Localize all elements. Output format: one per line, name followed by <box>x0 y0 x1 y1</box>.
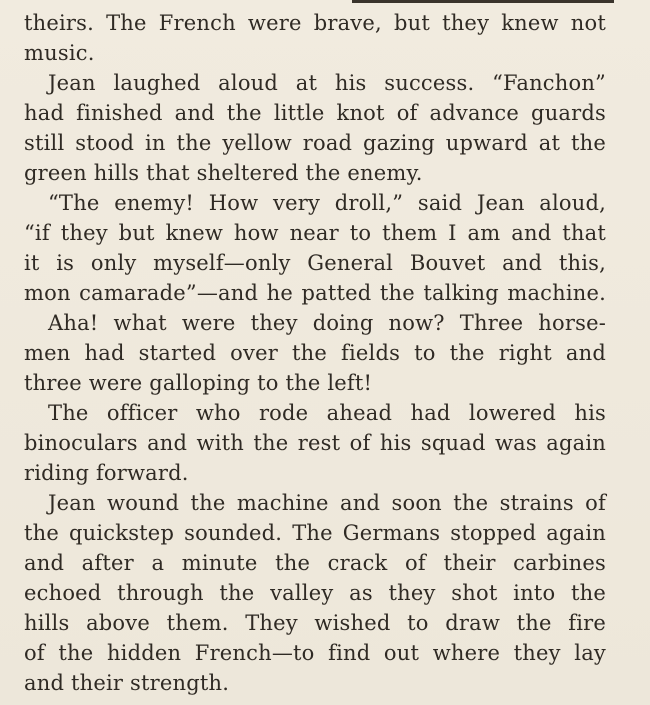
text-line: it is only myself—only General Bouvet and this, <box>24 251 606 275</box>
text-line: hills above them. They wished to draw the fire <box>24 611 606 635</box>
text-line: men had started over the fields to the right and <box>24 341 606 365</box>
text-line: riding forward. <box>24 461 189 485</box>
text-line: mon camarade”—and he patted the talking machine. <box>24 281 606 305</box>
text-line: three were galloping to the left! <box>24 371 373 395</box>
text-line: echoed through the valley as they shot into the <box>24 581 606 605</box>
text-line: Aha! what were they doing now? Three horse- <box>48 311 606 335</box>
text-line: of the hidden French—to find out where they lay <box>24 641 606 665</box>
text-line: and after a minute the crack of their carbines <box>24 551 606 575</box>
text-line: Jean laughed aloud at his success. “Fanchon” <box>48 71 606 95</box>
text-line: “The enemy! How very droll,” said Jean aloud, <box>48 191 606 215</box>
top-edge-rule <box>352 0 614 3</box>
text-line: music. <box>24 41 95 65</box>
text-line: “if they but knew how near to them I am and that <box>24 221 606 245</box>
text-line: green hills that sheltered the enemy. <box>24 161 423 185</box>
text-line: theirs. The French were brave, but they knew not <box>24 11 606 35</box>
text-line: the quickstep sounded. The Germans stopped again <box>24 521 606 545</box>
text-line: had finished and the little knot of advance guards <box>24 101 606 125</box>
text-line: still stood in the yellow road gazing upward at the <box>24 131 606 155</box>
text-line: binoculars and with the rest of his squad was again <box>24 431 606 455</box>
body-text <box>24 8 606 698</box>
text-line: and their strength. <box>24 671 230 695</box>
text-line: The officer who rode ahead had lowered his <box>48 401 606 425</box>
text-line: Jean wound the machine and soon the strains of <box>48 491 606 515</box>
